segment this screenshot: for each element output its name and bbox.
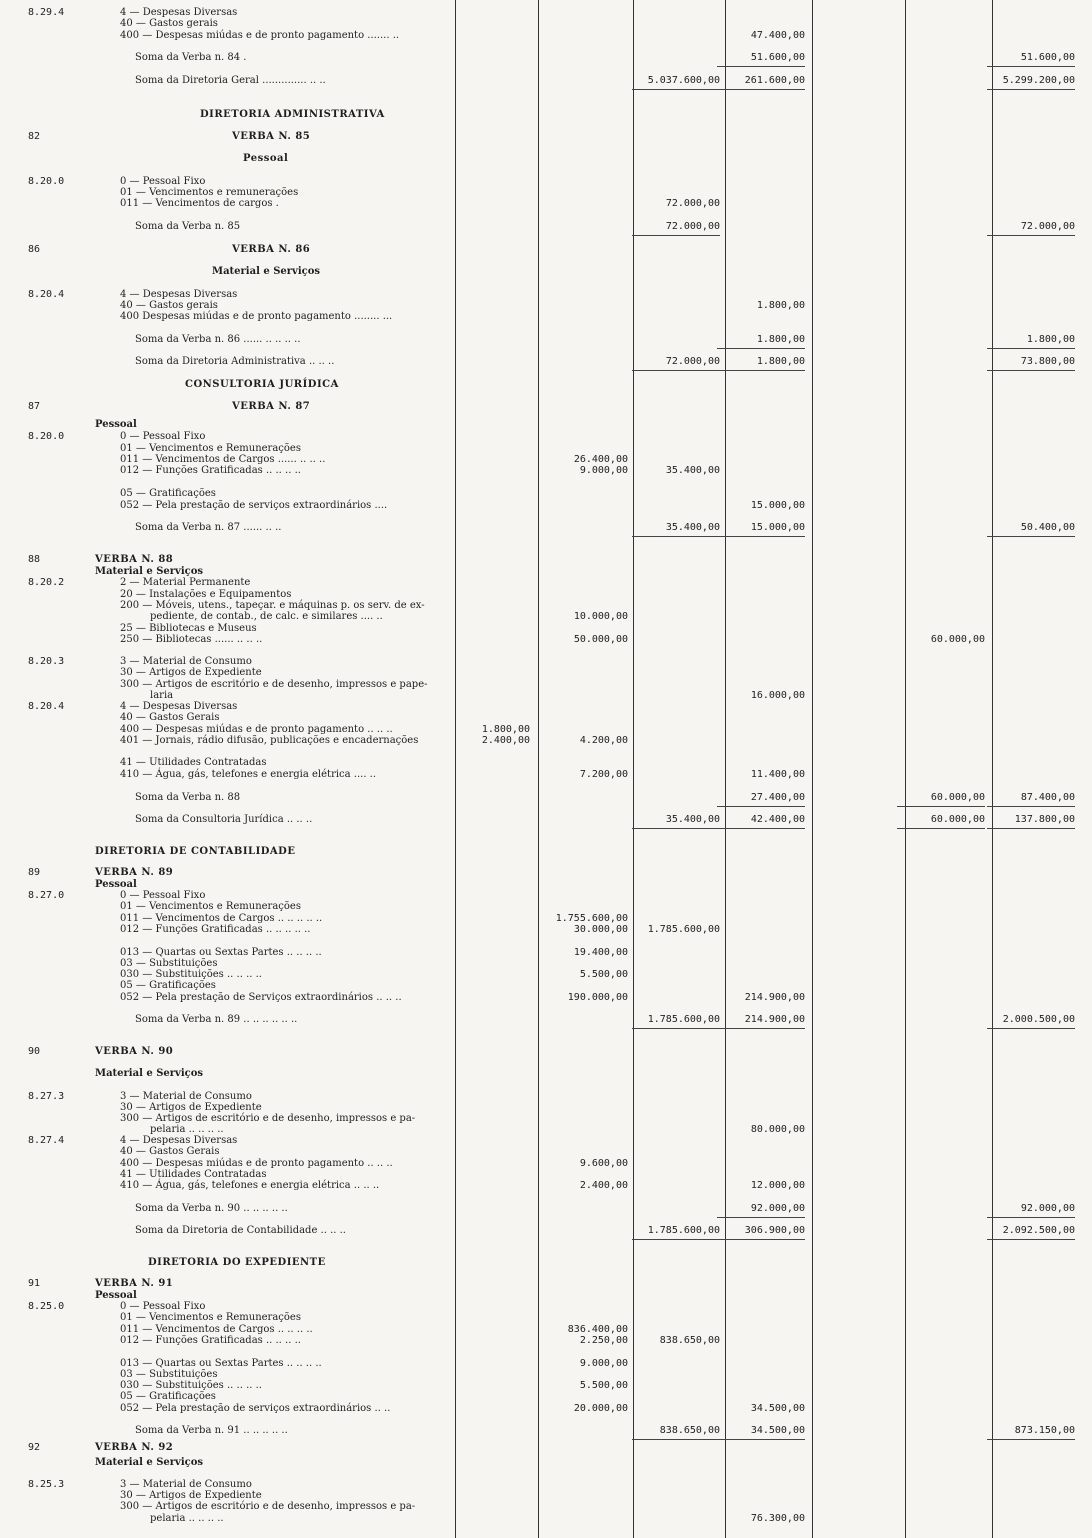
total-rule [632,828,720,829]
amount-v6: 873.150,00 [1014,1425,1075,1436]
amount-v3: 92.000,00 [750,1203,805,1214]
line-description: Soma da Verba n. 88 [135,792,241,803]
line-description: 012 — Funções Gratificadas .. .. .. .. [120,1335,301,1346]
amount-v2: 838.650,00 [659,1335,720,1346]
amount-v1: 10.000,00 [573,611,628,622]
section-heading: DIRETORIA DO EXPEDIENTE [148,1257,326,1268]
amount-v2: 5.037.600,00 [647,75,720,86]
total-rule [987,806,1075,807]
total-rule [632,370,720,371]
section-heading: VERBA N. 92 [95,1442,174,1453]
amount-v1: 5.500,00 [579,1380,628,1391]
amount-v3: 42.400,00 [750,814,805,825]
amount-v1: 190.000,00 [567,992,628,1003]
section-heading: CONSULTORIA JURÍDICA [185,379,339,390]
amount-v3: 47.400,00 [750,30,805,41]
amount-v1: 5.500,00 [579,969,628,980]
total-rule [717,348,805,349]
line-code: 8.25.3 [28,1479,65,1490]
amount-v3: 76.300,00 [750,1513,805,1524]
line-description: Pessoal [95,1290,137,1301]
line-description: 052 — Pela prestação de serviços extraordinários .... [120,500,388,511]
line-description: 3 — Material de Consumo [120,656,252,667]
amount-v3: 15.000,00 [750,522,805,533]
total-rule [632,1439,720,1440]
line-description: Soma da Verba n. 90 .. .. .. .. .. [135,1203,288,1214]
total-rule [717,828,805,829]
line-code: 86 [28,244,41,255]
total-rule [987,1217,1075,1218]
amount-v3: 15.000,00 [750,500,805,511]
line-code: 8.25.0 [28,1301,65,1312]
amount-v6: 2.000.500,00 [1002,1014,1075,1025]
total-rule [987,536,1075,537]
total-rule [987,1439,1075,1440]
line-description: Soma da Verba n. 91 .. .. .. .. .. [135,1425,288,1436]
amount-v3: 1.800,00 [756,300,805,311]
total-rule [987,1239,1075,1240]
amount-v1: 30.000,00 [573,924,628,935]
line-code: 88 [28,554,41,565]
total-rule [717,1239,805,1240]
amount-v0: 1.800,00 [481,724,530,735]
line-description: 400 — Despesas miúdas e de pronto pagamento ....... .. [120,30,400,41]
amount-v1: 19.400,00 [573,947,628,958]
section-heading: DIRETORIA ADMINISTRATIVA [200,109,385,120]
line-description: 05 — Gratificações [120,488,216,499]
line-description: 052 — Pela prestação de Serviços extraordinários .. .. .. [120,992,402,1003]
line-description: 4 — Despesas Diversas [120,1135,238,1146]
amount-v1: 2.400,00 [579,1180,628,1191]
line-description: 30 — Artigos de Expediente [120,1102,262,1113]
amount-v6: 51.600,00 [1020,52,1075,63]
amount-v1: 1.755.600,00 [555,913,628,924]
section-heading: VERBA N. 85 [232,131,311,142]
amount-v3: 12.000,00 [750,1180,805,1191]
amount-v5: 60.000,00 [930,792,985,803]
line-code: 92 [28,1442,41,1453]
line-description: 05 — Gratificações [120,980,216,991]
section-heading: VERBA N. 87 [232,401,311,412]
amount-v3: 80.000,00 [750,1124,805,1135]
line-description: 41 — Utilidades Contratadas [120,1169,267,1180]
amount-v3: 214.900,00 [744,992,805,1003]
amount-v2: 1.785.600,00 [647,1225,720,1236]
amount-v3: 16.000,00 [750,690,805,701]
line-description: 013 — Quartas ou Sextas Partes .. .. .. .. [120,1358,322,1369]
line-description: 410 — Água, gás, telefones e energia elétrica .... .. [120,769,377,780]
amount-v3: 11.400,00 [750,769,805,780]
line-description: 40 — Gastos gerais [120,18,218,29]
column-rule [812,0,813,1538]
total-rule [717,1439,805,1440]
line-description: 40 — Gastos Gerais [120,712,220,723]
line-description: 03 — Substituições [120,958,218,969]
line-description: 300 — Artigos de escritório e de desenho, impressos e pa- [120,1501,416,1512]
line-description: Material e Serviços [95,1068,204,1079]
line-description: 012 — Funções Gratificadas .. .. .. .. .. [120,924,311,935]
line-description: 030 — Substituições .. .. .. .. [120,1380,262,1391]
line-description: 4 — Despesas Diversas [120,289,238,300]
line-description: Soma da Verba n. 89 .. .. .. .. .. .. [135,1014,298,1025]
total-rule [632,1239,720,1240]
amount-v3: 306.900,00 [744,1225,805,1236]
line-description: 013 — Quartas ou Sextas Partes .. .. .. .. [120,947,322,958]
line-description: Soma da Verba n. 86 ...... .. .. .. .. [135,334,301,345]
total-rule [897,806,985,807]
amount-v3: 34.500,00 [750,1425,805,1436]
line-description: 012 — Funções Gratificadas .. .. .. .. [120,465,301,476]
line-description: 05 — Gratificações [120,1391,216,1402]
line-code: 8.20.3 [28,656,65,667]
amount-v6: 92.000,00 [1020,1203,1075,1214]
line-code: 8.29.4 [28,7,65,18]
total-rule [987,235,1075,236]
amount-v3: 261.600,00 [744,75,805,86]
line-description: Material e Serviços [212,266,321,277]
amount-v2: 72.000,00 [665,198,720,209]
line-code: 8.20.0 [28,176,65,187]
amount-v1: 2.250,00 [579,1335,628,1346]
amount-v2: 72.000,00 [665,221,720,232]
line-description: 410 — Água, gás, telefones e energia elétrica .. .. .. [120,1180,380,1191]
total-rule [717,1028,805,1029]
line-description: Pessoal [95,879,137,890]
total-rule [632,1028,720,1029]
total-rule [717,66,805,67]
column-rule [538,0,539,1538]
total-rule [987,1028,1075,1029]
line-code: 8.27.0 [28,890,65,901]
line-description: 01 — Vencimentos e Remunerações [120,901,301,912]
line-code: 8.20.4 [28,701,65,712]
amount-v6: 1.800,00 [1026,334,1075,345]
line-description: 030 — Substituições .. .. .. .. [120,969,262,980]
section-heading: VERBA N. 91 [95,1278,174,1289]
line-description: 0 — Pessoal Fixo [120,176,206,187]
line-description: 20 — Instalações e Equipamentos [120,589,292,600]
line-description: 250 — Bibliotecas ...... .. .. .. [120,634,263,645]
amount-v2: 35.400,00 [665,522,720,533]
line-description: Pessoal [95,419,137,430]
line-description: 011 — Vencimentos de Cargos .. .. .. .. [120,1324,313,1335]
total-rule [717,89,805,90]
amount-v6: 5.299.200,00 [1002,75,1075,86]
line-description: Soma da Verba n. 84 . [135,52,247,63]
amount-v6: 73.800,00 [1020,356,1075,367]
line-description: Material e Serviços [95,566,204,577]
total-rule [717,1217,805,1218]
amount-v2: 35.400,00 [665,814,720,825]
total-rule [987,66,1075,67]
line-description: 01 — Vencimentos e Remunerações [120,1312,301,1323]
line-description: Soma da Diretoria Administrativa .. .. .. [135,356,335,367]
line-code: 91 [28,1278,41,1289]
amount-v3: 214.900,00 [744,1014,805,1025]
line-description: 01 — Vencimentos e Remunerações [120,443,301,454]
amount-v1: 26.400,00 [573,454,628,465]
amount-v6: 50.400,00 [1020,522,1075,533]
line-code: 89 [28,867,41,878]
line-description: 200 — Móveis, utens., tapeçar. e máquinas p. os serv. de ex- [120,600,425,611]
column-rule [905,0,906,1538]
total-rule [717,370,805,371]
amount-v6: 87.400,00 [1020,792,1075,803]
line-code: 8.20.4 [28,289,65,300]
line-description: Material e Serviços [95,1457,204,1468]
line-description: 011 — Vencimentos de Cargos ...... .. .. .. [120,454,326,465]
line-description: pediente, de contab., de calc. e similares .... .. [150,611,383,622]
line-description: 0 — Pessoal Fixo [120,1301,206,1312]
line-description: Soma da Verba n. 85 [135,221,241,232]
amount-v1: 9.000,00 [579,465,628,476]
amount-v3: 1.800,00 [756,334,805,345]
amount-v5: 60.000,00 [930,634,985,645]
line-code: 8.27.4 [28,1135,65,1146]
total-rule [987,828,1075,829]
amount-v1: 50.000,00 [573,634,628,645]
amount-v2: 838.650,00 [659,1425,720,1436]
line-description: 30 — Artigos de Expediente [120,667,262,678]
line-description: pelaria .. .. .. .. [150,1513,224,1524]
line-code: 82 [28,131,41,142]
amount-v0: 2.400,00 [481,735,530,746]
section-heading: DIRETORIA DE CONTABILIDADE [95,846,296,857]
line-description: 300 — Artigos de escritório e de desenho, impressos e pa- [120,1113,416,1124]
line-description: 011 — Vencimentos de cargos . [120,198,279,209]
section-heading: Pessoal [243,153,289,164]
column-rule [455,0,456,1538]
total-rule [987,89,1075,90]
line-code: 87 [28,401,41,412]
line-code: 90 [28,1046,41,1057]
line-description: 0 — Pessoal Fixo [120,431,206,442]
total-rule [897,828,985,829]
amount-v3: 51.600,00 [750,52,805,63]
amount-v5: 60.000,00 [930,814,985,825]
line-description: 01 — Vencimentos e remunerações [120,187,299,198]
amount-v1: 9.600,00 [579,1158,628,1169]
section-heading: VERBA N. 90 [95,1046,174,1057]
line-description: 4 — Despesas Diversas [120,701,238,712]
line-description: 4 — Despesas Diversas [120,7,238,18]
total-rule [717,806,805,807]
total-rule [632,536,720,537]
amount-v1: 7.200,00 [579,769,628,780]
amount-v6: 72.000,00 [1020,221,1075,232]
amount-v2: 1.785.600,00 [647,1014,720,1025]
line-description: 400 — Despesas miúdas e de pronto pagamento .. .. .. [120,1158,393,1169]
line-code: 8.20.2 [28,577,65,588]
line-description: laria [150,690,174,701]
line-description: 3 — Material de Consumo [120,1479,252,1490]
line-description: 25 — Bibliotecas e Museus [120,623,257,634]
line-description: 40 — Gastos Gerais [120,1146,220,1157]
amount-v6: 2.092.500,00 [1002,1225,1075,1236]
line-description: Soma da Diretoria Geral .............. .. .. [135,75,326,86]
total-rule [632,89,720,90]
line-description: 30 — Artigos de Expediente [120,1490,262,1501]
line-description: 300 — Artigos de escritório e de desenho, impressos e pape- [120,679,428,690]
amount-v2: 72.000,00 [665,356,720,367]
amount-v2: 35.400,00 [665,465,720,476]
section-heading: VERBA N. 89 [95,867,174,878]
column-rule [725,0,726,1538]
total-rule [987,348,1075,349]
amount-v1: 4.200,00 [579,735,628,746]
total-rule [717,536,805,537]
total-rule [987,370,1075,371]
line-description: 400 Despesas miúdas e de pronto pagamento ........ ... [120,311,393,322]
amount-v3: 1.800,00 [756,356,805,367]
line-description: 03 — Substituições [120,1369,218,1380]
line-description: 401 — Jornais, rádio difusão, publicações e encadernações [120,735,419,746]
line-code: 8.27.3 [28,1091,65,1102]
line-description: 3 — Material de Consumo [120,1091,252,1102]
line-description: 052 — Pela prestação de serviços extraordinários .. .. [120,1403,391,1414]
section-heading: VERBA N. 86 [232,244,311,255]
line-description: 400 — Despesas miúdas e de pronto pagamento .. .. .. [120,724,393,735]
amount-v2: 1.785.600,00 [647,924,720,935]
amount-v1: 836.400,00 [567,1324,628,1335]
amount-v1: 9.000,00 [579,1358,628,1369]
line-description: 41 — Utilidades Contratadas [120,757,267,768]
section-heading: VERBA N. 88 [95,554,174,565]
amount-v3: 27.400,00 [750,792,805,803]
line-description: 011 — Vencimentos de Cargos .. .. .. .. .. [120,913,323,924]
line-description: Soma da Consultoria Jurídica .. .. .. [135,814,313,825]
line-description: 2 — Material Permanente [120,577,251,588]
line-description: 0 — Pessoal Fixo [120,890,206,901]
line-description: 40 — Gastos gerais [120,300,218,311]
line-description: Soma da Diretoria de Contabilidade .. .. .. [135,1225,346,1236]
line-code: 8.20.0 [28,431,65,442]
amount-v6: 137.800,00 [1014,814,1075,825]
amount-v1: 20.000,00 [573,1403,628,1414]
line-description: pelaria .. .. .. .. [150,1124,224,1135]
amount-v3: 34.500,00 [750,1403,805,1414]
line-description: Soma da Verba n. 87 ...... .. .. [135,522,282,533]
total-rule [632,235,720,236]
